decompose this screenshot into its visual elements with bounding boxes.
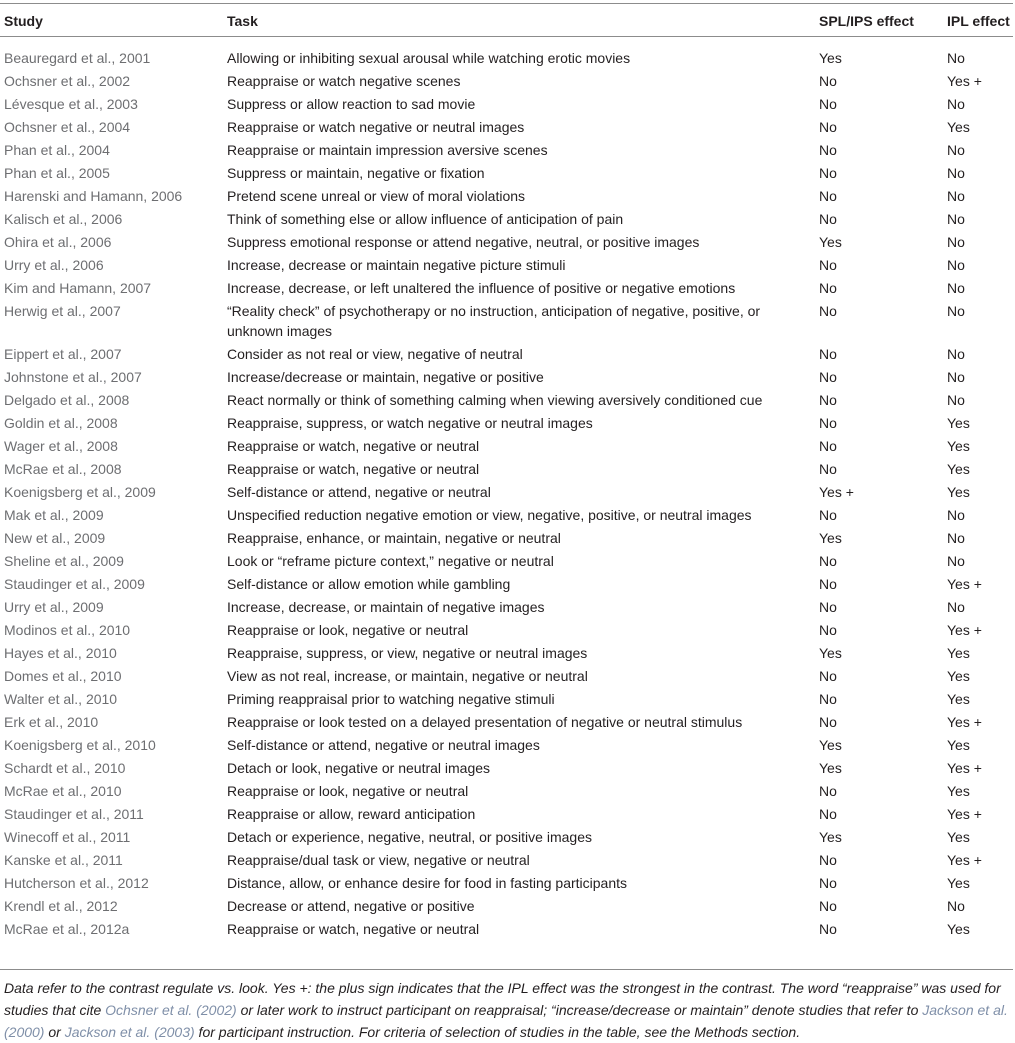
ipl-effect-cell: Yes	[947, 438, 970, 454]
ipl-effect-cell: Yes	[947, 829, 970, 845]
task-cell: Suppress or allow reaction to sad movie	[227, 96, 476, 112]
spl-ips-effect-cell: No	[819, 668, 837, 684]
study-cell: Delgado et al., 2008	[4, 392, 130, 408]
table-row	[0, 231, 1013, 254]
spl-ips-effect-cell: Yes	[819, 645, 842, 661]
task-cell: Reappraise or allow, reward anticipation	[227, 806, 476, 822]
table-row	[0, 481, 1013, 504]
header-row	[0, 5, 1013, 37]
spl-ips-effect-cell: No	[819, 599, 837, 615]
spl-ips-effect-cell: No	[819, 392, 837, 408]
table-row	[0, 849, 1013, 872]
study-cell: Phan et al., 2005	[4, 165, 110, 181]
table-row	[0, 757, 1013, 780]
study-cell: Eippert et al., 2007	[4, 346, 122, 362]
spl-ips-effect-cell: No	[819, 211, 837, 227]
bottom-rule	[0, 969, 1013, 970]
spl-ips-effect-cell: Yes	[819, 760, 842, 776]
ipl-effect-cell: Yes	[947, 875, 970, 891]
spl-ips-effect-cell: No	[819, 622, 837, 638]
ipl-effect-cell: No	[947, 599, 965, 615]
ipl-effect-cell: Yes +	[947, 852, 982, 868]
study-cell: Harenski and Hamann, 2006	[4, 188, 183, 204]
table-row	[0, 343, 1013, 366]
table-row	[0, 596, 1013, 619]
ipl-effect-cell: No	[947, 346, 965, 362]
task-cell: Self-distance or attend, negative or neutral	[227, 484, 491, 500]
spl-ips-effect-cell: No	[819, 852, 837, 868]
task-cell: Allowing or inhibiting sexual arousal while watching erotic movies	[227, 50, 631, 66]
task-cell: Reappraise or watch, negative or neutral	[227, 921, 480, 937]
spl-ips-effect-cell: No	[819, 280, 837, 296]
study-cell: Wager et al., 2008	[4, 438, 118, 454]
table-row	[0, 93, 1013, 116]
caption-reference-link[interactable]: Ochsner et al. (2002)	[105, 1002, 237, 1018]
spl-ips-effect-cell: No	[819, 257, 837, 273]
ipl-effect-cell: No	[947, 369, 965, 385]
caption-reference-link[interactable]: Jackson et al. (2000)	[4, 1002, 1008, 1040]
task-cell: Distance, allow, or enhance desire for food in fasting participants	[227, 875, 628, 891]
task-cell: Reappraise, enhance, or maintain, negative or neutral	[227, 530, 561, 546]
spl-ips-effect-cell: No	[819, 783, 837, 799]
spl-ips-effect-cell: Yes	[819, 530, 842, 546]
study-cell: Modinos et al., 2010	[4, 622, 131, 638]
ipl-effect-cell: No	[947, 553, 965, 569]
task-cell: Reappraise or look, negative or neutral	[227, 783, 469, 799]
caption-reference-link[interactable]: Jackson et al. (2003)	[64, 1024, 195, 1040]
ipl-effect-cell: No	[947, 211, 965, 227]
ipl-effect-cell: No	[947, 257, 965, 273]
task-cell: Pretend scene unreal or view of moral violations	[227, 188, 526, 204]
header-ipl-effect: IPL effect	[947, 5, 1013, 37]
study-cell: Herwig et al., 2007	[4, 303, 121, 319]
ipl-effect-cell: No	[947, 392, 965, 408]
ipl-effect-cell: Yes	[947, 691, 970, 707]
table-row	[0, 527, 1013, 550]
task-cell: Suppress emotional response or attend negative, neutral, or positive images	[227, 234, 700, 250]
study-cell: Mak et al., 2009	[4, 507, 104, 523]
table-row	[0, 803, 1013, 826]
spl-ips-effect-cell: No	[819, 898, 837, 914]
table-row	[0, 504, 1013, 527]
study-cell: Goldin et al., 2008	[4, 415, 118, 431]
ipl-effect-cell: Yes +	[947, 576, 982, 592]
study-cell: New et al., 2009	[4, 530, 106, 546]
table-row	[0, 895, 1013, 918]
task-cell: Look or “reframe picture context,” negative or neutral	[227, 553, 554, 569]
study-cell: Kim and Hamann, 2007	[4, 280, 152, 296]
task-cell: Suppress or maintain, negative or fixation	[227, 165, 485, 181]
spl-ips-effect-cell: No	[819, 714, 837, 730]
table-row	[0, 37, 1013, 71]
study-cell: McRae et al., 2012a	[4, 921, 130, 937]
table-row	[0, 366, 1013, 389]
study-cell: Kanske et al., 2011	[4, 852, 123, 868]
ipl-effect-cell: Yes +	[947, 806, 982, 822]
study-cell: Staudinger et al., 2011	[4, 806, 144, 822]
table-row	[0, 734, 1013, 757]
task-cell: Think of something else or allow influence of anticipation of pain	[227, 211, 624, 227]
ipl-effect-cell: No	[947, 303, 965, 319]
spl-ips-effect-cell: Yes	[819, 50, 842, 66]
study-cell: McRae et al., 2010	[4, 783, 122, 799]
task-cell: Reappraise or maintain impression aversive scenes	[227, 142, 548, 158]
study-cell: Krendl et al., 2012	[4, 898, 118, 914]
table-row	[0, 412, 1013, 435]
ipl-effect-cell: No	[947, 142, 965, 158]
study-cell: Johnstone et al., 2007	[4, 369, 142, 385]
study-cell: Ochsner et al., 2002	[4, 73, 131, 89]
spl-ips-effect-cell: Yes	[819, 737, 842, 753]
task-cell: Reappraise, suppress, or view, negative or neutral images	[227, 645, 588, 661]
spl-ips-effect-cell: No	[819, 461, 837, 477]
task-cell: Unspecified reduction negative emotion or view, negative, positive, or neutral images	[227, 507, 752, 523]
task-cell: Reappraise or look, negative or neutral	[227, 622, 469, 638]
table-row	[0, 70, 1013, 93]
ipl-effect-cell: Yes	[947, 645, 970, 661]
table-row	[0, 711, 1013, 734]
study-cell: Ochsner et al., 2004	[4, 119, 131, 135]
task-cell: Consider as not real or view, negative of neutral	[227, 346, 523, 362]
spl-ips-effect-cell: No	[819, 921, 837, 937]
table-row	[0, 435, 1013, 458]
spl-ips-effect-cell: Yes	[819, 829, 842, 845]
table-row	[0, 688, 1013, 711]
header-study: Study	[0, 5, 227, 37]
ipl-effect-cell: No	[947, 280, 965, 296]
ipl-effect-cell: Yes	[947, 668, 970, 684]
spl-ips-effect-cell: No	[819, 188, 837, 204]
ipl-effect-cell: Yes	[947, 461, 970, 477]
task-cell: React normally or think of something calming when viewing aversively conditioned cue	[227, 392, 763, 408]
ipl-effect-cell: Yes +	[947, 73, 982, 89]
spl-ips-effect-cell: No	[819, 142, 837, 158]
task-cell: Increase, decrease, or left unaltered the influence of positive or negative emotions	[227, 280, 736, 296]
table-row	[0, 208, 1013, 231]
study-cell: Hayes et al., 2010	[4, 645, 117, 661]
study-cell: Sheline et al., 2009	[4, 553, 124, 569]
task-cell: Increase, decrease or maintain negative picture stimuli	[227, 257, 566, 273]
table-row	[0, 139, 1013, 162]
task-cell: Priming reappraisal prior to watching negative stimuli	[227, 691, 555, 707]
ipl-effect-cell: No	[947, 96, 965, 112]
caption-text: for participant instruction. For criteria of selection of studies in the table, see the Methods section.	[194, 1024, 801, 1040]
study-cell: Domes et al., 2010	[4, 668, 122, 684]
spl-ips-effect-cell: No	[819, 119, 837, 135]
table-row	[0, 116, 1013, 139]
table-body	[0, 37, 1013, 942]
caption-text: Data refer to the contrast regulate vs. look. Yes +: the plus sign indicates that the IPL effect was the strongest in the contrast. The word “reappraise” was used for studies that cite	[4, 980, 1001, 1018]
table-row	[0, 918, 1013, 941]
study-cell: Staudinger et al., 2009	[4, 576, 145, 592]
spl-ips-effect-cell: Yes	[819, 234, 842, 250]
task-cell: Reappraise/dual task or view, negative or neutral	[227, 852, 530, 868]
ipl-effect-cell: Yes	[947, 921, 970, 937]
spl-ips-effect-cell: No	[819, 806, 837, 822]
study-cell: Walter et al., 2010	[4, 691, 118, 707]
study-cell: Koenigsberg et al., 2009	[4, 484, 156, 500]
task-cell: Reappraise, suppress, or watch negative or neutral images	[227, 415, 593, 431]
ipl-effect-cell: Yes +	[947, 622, 982, 638]
task-cell: Detach or experience, negative, neutral, or positive images	[227, 829, 592, 845]
task-cell: “Reality check” of psychotherapy or no instruction, anticipation of negative, positive, or unknown images	[227, 303, 761, 339]
table-row	[0, 389, 1013, 412]
task-cell: View as not real, increase, or maintain, negative or neutral	[227, 668, 588, 684]
spl-ips-effect-cell: Yes +	[819, 484, 854, 500]
spl-ips-effect-cell: No	[819, 875, 837, 891]
top-rule	[0, 3, 1013, 4]
studies-table	[0, 5, 1013, 941]
study-cell: Winecoff et al., 2011	[4, 829, 131, 845]
study-cell: Hutcherson et al., 2012	[4, 875, 149, 891]
task-cell: Reappraise or watch, negative or neutral	[227, 461, 480, 477]
study-cell: Kalisch et al., 2006	[4, 211, 123, 227]
study-cell: Koenigsberg et al., 2010	[4, 737, 156, 753]
study-cell: Phan et al., 2004	[4, 142, 110, 158]
ipl-effect-cell: No	[947, 234, 965, 250]
spl-ips-effect-cell: No	[819, 346, 837, 362]
study-cell: Ohira et al., 2006	[4, 234, 112, 250]
table-row	[0, 162, 1013, 185]
table-row	[0, 254, 1013, 277]
ipl-effect-cell: No	[947, 50, 965, 66]
spl-ips-effect-cell: No	[819, 73, 837, 89]
caption-text: or	[44, 1024, 65, 1040]
task-cell: Decrease or attend, negative or positive	[227, 898, 475, 914]
task-cell: Reappraise or watch, negative or neutral	[227, 438, 480, 454]
task-cell: Reappraise or watch negative or neutral images	[227, 119, 525, 135]
ipl-effect-cell: Yes +	[947, 714, 982, 730]
spl-ips-effect-cell: No	[819, 165, 837, 181]
table-row	[0, 619, 1013, 642]
ipl-effect-cell: No	[947, 188, 965, 204]
spl-ips-effect-cell: No	[819, 438, 837, 454]
ipl-effect-cell: Yes	[947, 119, 970, 135]
header-spl-ips-effect: SPL/IPS effect	[819, 5, 947, 37]
spl-ips-effect-cell: No	[819, 303, 837, 319]
study-cell: McRae et al., 2008	[4, 461, 122, 477]
ipl-effect-cell: Yes	[947, 484, 970, 500]
caption-text: or later work to instruct participant on reappraisal; “increase/decrease or maintain” denote studies that refer to	[236, 1002, 923, 1018]
spl-ips-effect-cell: No	[819, 507, 837, 523]
ipl-effect-cell: No	[947, 507, 965, 523]
table-caption	[4, 977, 1013, 1043]
spl-ips-effect-cell: No	[819, 553, 837, 569]
header-task: Task	[227, 5, 819, 37]
table-row	[0, 185, 1013, 208]
task-cell: Reappraise or watch negative scenes	[227, 73, 461, 89]
table-row	[0, 642, 1013, 665]
spl-ips-effect-cell: No	[819, 96, 837, 112]
study-cell: Urry et al., 2006	[4, 257, 104, 273]
table-row	[0, 277, 1013, 300]
table-row	[0, 573, 1013, 596]
table-row	[0, 665, 1013, 688]
study-cell: Beauregard et al., 2001	[4, 50, 151, 66]
ipl-effect-cell: Yes +	[947, 760, 982, 776]
ipl-effect-cell: No	[947, 898, 965, 914]
ipl-effect-cell: Yes	[947, 415, 970, 431]
task-cell: Reappraise or look tested on a delayed presentation of negative or neutral stimulus	[227, 714, 743, 730]
study-cell: Lévesque et al., 2003	[4, 96, 138, 112]
ipl-effect-cell: No	[947, 165, 965, 181]
spl-ips-effect-cell: No	[819, 415, 837, 431]
spl-ips-effect-cell: No	[819, 369, 837, 385]
ipl-effect-cell: Yes	[947, 783, 970, 799]
study-cell: Urry et al., 2009	[4, 599, 104, 615]
table-row	[0, 872, 1013, 895]
table-row	[0, 780, 1013, 803]
table-row	[0, 826, 1013, 849]
study-cell: Erk et al., 2010	[4, 714, 99, 730]
task-cell: Increase, decrease, or maintain of negative images	[227, 599, 545, 615]
task-cell: Detach or look, negative or neutral images	[227, 760, 491, 776]
spl-ips-effect-cell: No	[819, 576, 837, 592]
ipl-effect-cell: Yes	[947, 737, 970, 753]
ipl-effect-cell: No	[947, 530, 965, 546]
spl-ips-effect-cell: No	[819, 691, 837, 707]
table-row	[0, 300, 1013, 343]
table-row	[0, 458, 1013, 481]
task-cell: Self-distance or allow emotion while gambling	[227, 576, 511, 592]
task-cell: Self-distance or attend, negative or neutral images	[227, 737, 540, 753]
table-row	[0, 550, 1013, 573]
task-cell: Increase/decrease or maintain, negative or positive	[227, 369, 544, 385]
study-cell: Schardt et al., 2010	[4, 760, 126, 776]
